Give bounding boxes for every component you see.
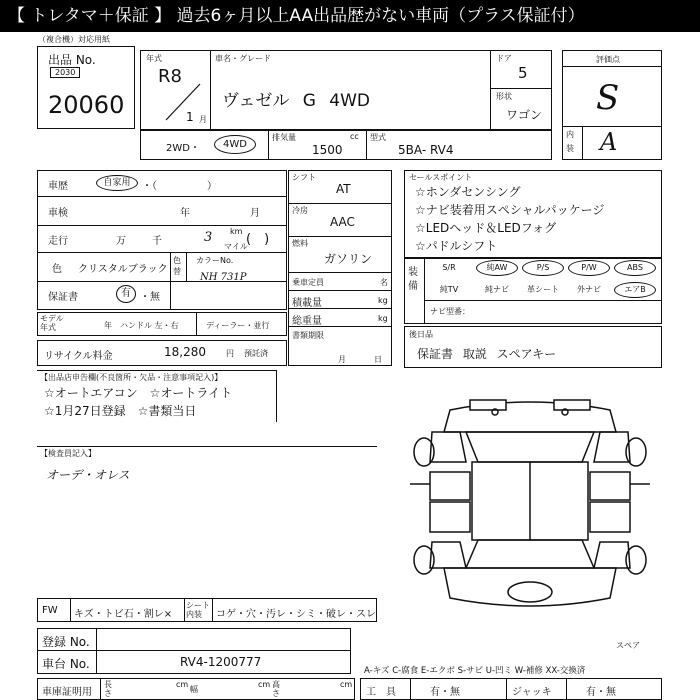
year-era: R8 [158, 66, 182, 87]
car-diagram [410, 392, 650, 628]
color-no-value: NH 731P [200, 272, 247, 283]
recycle-label: リサイクル料金 [44, 351, 113, 362]
fuel-label: 燃料 [292, 239, 308, 248]
equip-sr: S/R [442, 263, 456, 272]
capacity-unit: 名 [380, 278, 388, 287]
lot-code: 2030 [50, 67, 80, 78]
sub-note: （複合機）対応用紙 [38, 35, 110, 44]
doc-expiry-label: 書類期限 [292, 331, 324, 340]
tools-value: 有・無 [430, 687, 460, 698]
shift-value: AT [336, 182, 351, 196]
sales-point-4: ☆パドルシフト [415, 239, 498, 253]
model-label: 車名・グレード [215, 54, 271, 63]
mileage-man: 万 [116, 236, 126, 247]
mileage-sen: 千 [152, 236, 162, 247]
spec-row [140, 130, 552, 160]
interior-score: A [600, 128, 618, 156]
seat-label: シート内装 [186, 601, 210, 619]
mileage-label: 走行 [48, 236, 68, 247]
spare-label: スペア [616, 641, 640, 650]
inspector-label: 【検査員記入】 [40, 449, 96, 458]
sales-point-3: ☆LEDヘッド＆LEDフォグ [415, 221, 557, 235]
fuel-value: ガソリン [324, 252, 373, 266]
equip-aw: 純AW [476, 260, 518, 276]
inspection-month: 月 [250, 208, 260, 219]
load-unit: kg [378, 296, 388, 305]
year-month: 1 [186, 110, 194, 124]
door-value: 5 [518, 64, 528, 82]
drive-4wd: 4WD [214, 135, 256, 154]
chassis-label: 車台 No. [42, 657, 90, 671]
equip-ps: P/S [522, 260, 564, 276]
lot-box [37, 46, 135, 129]
rating-label: 評価点 [596, 55, 620, 64]
recycle-note: 預託済 [244, 349, 268, 358]
model-name: ヴェゼル G 4WD [222, 91, 371, 111]
fw-label: FW [42, 605, 58, 616]
doc-expiry-month: 月 [338, 355, 346, 364]
load-label: 積載量 [292, 298, 322, 309]
sales-point-1: ☆ホンダセンシング [415, 185, 521, 199]
later-label: 後日品 [409, 330, 433, 339]
cert-cm-2: cm [258, 680, 271, 689]
declaration-line-1: ☆オートエアコン ☆オートライト [44, 386, 233, 400]
nav-model-label: ナビ型番： [430, 307, 470, 316]
garage-cert-label: 車庫証明用 [42, 687, 92, 698]
history-value: 自家用 [96, 175, 138, 191]
equip-leather: 革シート [527, 285, 559, 294]
cert-width: 幅 [190, 685, 198, 694]
equip-tv: 純TV [439, 285, 459, 294]
declaration-line-2: ☆1月27日登録 ☆書類当日 [44, 404, 197, 418]
type-label: 型式 [370, 133, 386, 142]
equip-pw: P/W [568, 260, 610, 276]
displacement-value: 1500 [312, 143, 343, 157]
ac-label: 冷房 [292, 206, 308, 215]
shift-label: シフト [292, 173, 316, 182]
history-rest: ・（ ） [142, 181, 217, 192]
color-change-label: 色替 [173, 256, 181, 276]
doc-expiry-day: 日 [374, 355, 382, 364]
equip-abs: ABS [614, 260, 656, 276]
displacement-unit: cc [350, 132, 359, 141]
mileage-mile: マイル [224, 242, 248, 251]
sales-points-label: セールスポイント [409, 173, 473, 182]
warranty-no: ・無 [140, 292, 160, 303]
cert-cm-1: cm [176, 680, 189, 689]
capacity-label: 乗車定員 [292, 278, 324, 287]
recycle-unit: 円 [226, 349, 234, 358]
equip-airbag: エアB [614, 282, 656, 298]
fw-text: キズ・トビ石・割レ× [74, 609, 173, 620]
tools-row [360, 678, 662, 700]
history-label: 車歴 [48, 181, 68, 192]
cert-height: 高さ [272, 680, 280, 698]
lot-number: 20060 [48, 91, 125, 119]
year-label: 年式 [146, 54, 162, 63]
door-label: ドア [496, 54, 512, 63]
gross-unit: kg [378, 314, 388, 323]
jack-value: 有・無 [586, 687, 616, 698]
ac-value: AAC [330, 215, 355, 229]
drive-2wd: 2WD・ [166, 143, 200, 154]
gross-label: 総重量 [292, 316, 322, 327]
interior-label: 内装 [566, 130, 574, 153]
warranty-yes: 有 [116, 285, 136, 303]
lot-label: 出品 No. [48, 53, 96, 67]
inspection-year: 年 [180, 208, 190, 219]
tools-label: 工 具 [366, 687, 396, 698]
cert-length: 長さ [104, 680, 112, 698]
model-year-label: モデル年式 [40, 314, 64, 332]
recycle-value: 18,280 [164, 345, 206, 359]
inspection-label: 車検 [48, 208, 68, 219]
sales-points-box [404, 170, 662, 258]
jack-label: ジャッキ [512, 687, 552, 698]
color-no-label: カラーNo. [196, 256, 234, 265]
equip-ext-navi: 外ナビ [577, 285, 601, 294]
later-value: 保証書 取説 スペアキー [417, 347, 557, 361]
chassis-value: RV4-1200777 [180, 655, 262, 669]
later-box [404, 326, 662, 368]
model-year-dealer: ディーラー・並行 [206, 321, 270, 330]
year-month-unit: 月 [199, 115, 207, 124]
rating-score: S [596, 78, 620, 118]
color-value: クリスタルブラック [78, 264, 168, 275]
shape-label: 形状 [496, 92, 512, 101]
model-year-mid: 年 ハンドル 左・右 [104, 321, 179, 330]
seat-text: コゲ・穴・汚レ・シミ・破レ・スレ [216, 609, 376, 620]
warranty-label: 保証書 [48, 292, 78, 303]
registration-label: 登録 No. [42, 635, 90, 649]
mileage-km: km [230, 227, 243, 236]
cert-cm-3: cm [340, 680, 353, 689]
displacement-label: 排気量 [272, 133, 296, 142]
damage-legend: A-キズ C-腐食 E-エクボ S-サビ U-凹ミ W-補修 XX-交換済 [364, 666, 586, 676]
type-value: 5BA- RV4 [398, 143, 454, 157]
inspector-note: オーデ・オレス [46, 468, 130, 482]
color-label: 色 [52, 264, 62, 275]
sales-point-2: ☆ナビ装着用スペシャルパッケージ [415, 203, 605, 217]
shape-value: ワゴン [506, 108, 543, 122]
mileage-digit: 3 [204, 230, 213, 245]
equipment-label: 装備 [408, 267, 418, 292]
header-banner: 【 トレタマ＋保証 】 過去6ヶ月以上AA出品歴がない車両（プラス保証付） [0, 0, 700, 32]
declaration-label: 【出品店申告欄(不良箇所・欠品・注意事項記入)】 [40, 373, 223, 382]
equip-navi: 純ナビ [485, 285, 509, 294]
